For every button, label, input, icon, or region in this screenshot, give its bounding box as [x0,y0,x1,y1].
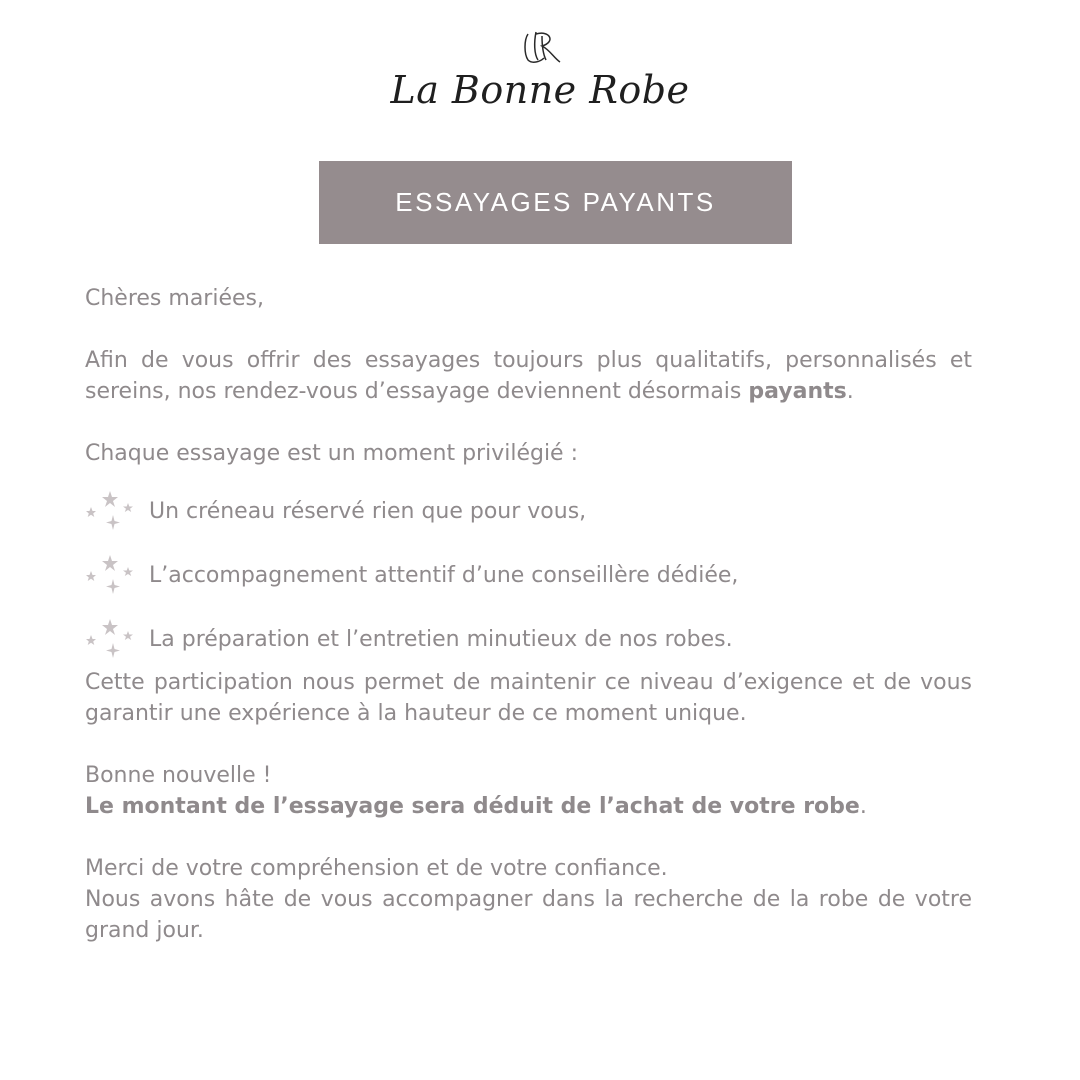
closing-paragraph: Nous avons hâte de vous accompagner dans la recherche de la robe de votre grand jour. [85,887,972,943]
intro-bold-text: payants [748,379,847,404]
list-item-text: L’accompagnement attentif d’une conseillère dédiée, [149,562,739,588]
participation-paragraph: Cette participation nous permet de maintenir ce niveau d’exigence et de vous garantir une expérience à la hauteur de ce moment unique. [85,670,972,726]
monogram-logo [510,28,570,68]
intro-text: Afin de vous offrir des essayages toujours plus qualitatifs, personnalisés et sereins, nos rendez-vous d’essayage deviennent désormais [85,348,972,404]
list-item [85,553,972,597]
intro-paragraph [85,345,972,407]
sparkle-stars-icon [85,617,135,661]
good-news-line: Bonne nouvelle ! [85,763,272,788]
sparkle-stars-icon [85,553,135,597]
banner-title: ESSAYAGES PAYANTS [395,187,716,217]
sparkle-stars-icon [85,489,135,533]
list-item [85,617,972,661]
letter-body [85,283,972,946]
deduction-bold-text: Le montant de l’essayage sera déduit de l’achat de votre robe [85,794,860,819]
brand-name: La Bonne Robe [390,68,690,112]
list-item-text: La préparation et l’entretien minutieux de nos robes. [149,626,733,652]
title-banner [319,161,792,244]
deduction-end: . [859,794,867,819]
intro-end: . [846,379,854,404]
brand-logo [0,28,1080,112]
moment-paragraph: Chaque essayage est un moment privilégié : [85,441,578,466]
deduction-line [85,791,972,822]
greeting: Chères mariées, [85,286,264,311]
thanks-line: Merci de votre compréhension et de votre confiance. [85,856,668,881]
list-item-text: Un créneau réservé rien que pour vous, [149,498,587,524]
list-item [85,489,972,533]
